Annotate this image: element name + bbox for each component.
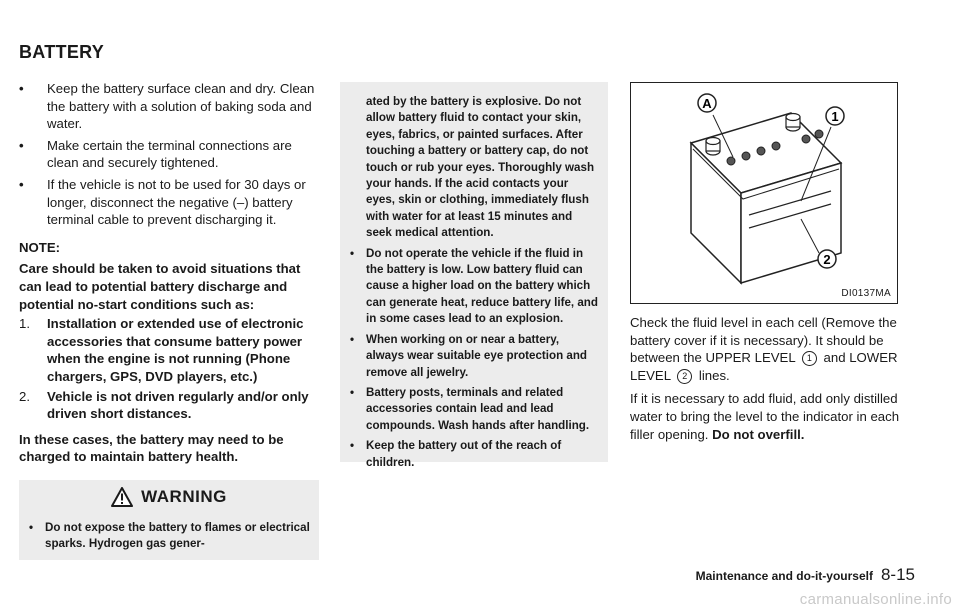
warning-bullet xyxy=(19,514,319,553)
warning-text: ated by the battery is explosive. Do not allow battery fluid to contact your skin, eyes, fabrics, or painted surfaces. After touching a battery or battery cap, do not touch or rub your eyes. Thoroughly wash your hands. If the acid contacts your eyes, skin or clothing, immediately flush with water for at least 15 minutes and seek medical attention. xyxy=(366,95,595,240)
right-column xyxy=(630,314,900,443)
item-number: 2. xyxy=(19,388,30,404)
numbered-item xyxy=(19,388,319,423)
section-title: BATTERY xyxy=(19,42,105,62)
bullet-dot: • xyxy=(350,332,355,346)
paragraph-text: Check the fluid level in each cell (Remove the battery cover if it is necessary). It should be between the UPPER LEVEL xyxy=(630,315,897,366)
bullet-dot: • xyxy=(19,137,24,153)
paragraph-bold-text: Do not overfill. xyxy=(712,426,805,442)
item-number: 1. xyxy=(19,316,30,332)
warning-title: WARNING xyxy=(141,487,227,506)
page-number: 8-15 xyxy=(880,565,915,584)
warning-bullet xyxy=(340,332,608,381)
paragraph-text: If it is necessary to add fluid, add only distilled water to bring the level to the indicator in each filler opening. xyxy=(630,391,900,442)
item-text: Installation or extended use of electronic accessories that consume battery power when the engine is not running (Phone chargers, GPS, DVD players, etc.) xyxy=(47,316,304,384)
bullet-item xyxy=(19,80,319,133)
warning-text: Do not operate the vehicle if the fluid in the battery is low. Low battery fluid can cause a higher load on the battery which can generate heat, reduce battery life, and in some cases lead to an explosion. xyxy=(366,246,598,326)
watermark: carmanualsonline.info xyxy=(799,591,952,608)
bullet-text: Keep the battery surface clean and dry. Clean the battery with a solution of baking soda and water. xyxy=(47,81,315,132)
bullet-text: Make certain the terminal connections are clean and securely tightened. xyxy=(47,137,292,171)
bullet-dot: • xyxy=(350,385,355,399)
warning-bullet xyxy=(340,438,608,471)
bullet-item xyxy=(19,137,319,172)
callout-1: 1 xyxy=(831,109,839,124)
warning-text: When working on or near a battery, always wear suitable eye protection and remove all jewelry. xyxy=(366,332,588,379)
warning-box-start xyxy=(19,514,319,560)
paragraph-fluid-check xyxy=(630,314,900,384)
battery-figure xyxy=(630,82,898,304)
warning-text: Do not expose the battery to flames or electrical sparks. Hydrogen gas gener- xyxy=(45,521,310,551)
item-text: Vehicle is not driven regularly and/or only driven short distances. xyxy=(47,388,309,422)
paragraph-text: lines. xyxy=(698,367,730,383)
numbered-item xyxy=(19,315,319,385)
left-column xyxy=(19,80,319,466)
battery-illustration xyxy=(631,83,897,303)
ref-circle: 2 xyxy=(677,369,692,384)
paragraph-add-fluid xyxy=(630,390,900,443)
bullet-dot: • xyxy=(350,246,355,260)
ref-circle: 1 xyxy=(802,351,817,366)
warning-text: Battery posts, terminals and related accessories contain lead and lead compounds. Wash hands after handling. xyxy=(366,385,590,432)
callout-a: A xyxy=(702,96,712,111)
page-footer xyxy=(696,565,915,585)
bullet-dot: • xyxy=(350,439,355,453)
warning-bullet-continued xyxy=(340,82,608,242)
warning-bullet xyxy=(340,246,608,328)
bullet-item xyxy=(19,176,319,229)
callout-2: 2 xyxy=(823,252,831,267)
warning-header xyxy=(19,480,319,514)
warning-triangle-icon xyxy=(111,487,133,507)
bullet-text: If the vehicle is not to be used for 30 days or longer, disconnect the negative (–) battery terminal cable to prevent discharging it. xyxy=(47,176,306,228)
figure-code: DI0137MA xyxy=(841,288,891,299)
note-text: Care should be taken to avoid situations that can lead to potential battery discharge and potential no-start conditions such as: xyxy=(19,261,301,312)
note-label: NOTE: xyxy=(19,239,61,255)
footer-section: Maintenance and do-it-yourself xyxy=(695,569,873,583)
bullet-dot: • xyxy=(19,81,24,96)
warning-text: Keep the battery out of the reach of children. xyxy=(366,439,562,469)
paragraph-text: and LOWER LEVEL xyxy=(630,350,898,383)
bullet-dot: • xyxy=(29,521,34,534)
bullet-dot: • xyxy=(19,176,24,192)
closing-text: In these cases, the battery may need to be charged to maintain battery health. xyxy=(19,431,284,465)
warning-box-continued xyxy=(340,82,608,469)
warning-bullet xyxy=(340,385,608,434)
